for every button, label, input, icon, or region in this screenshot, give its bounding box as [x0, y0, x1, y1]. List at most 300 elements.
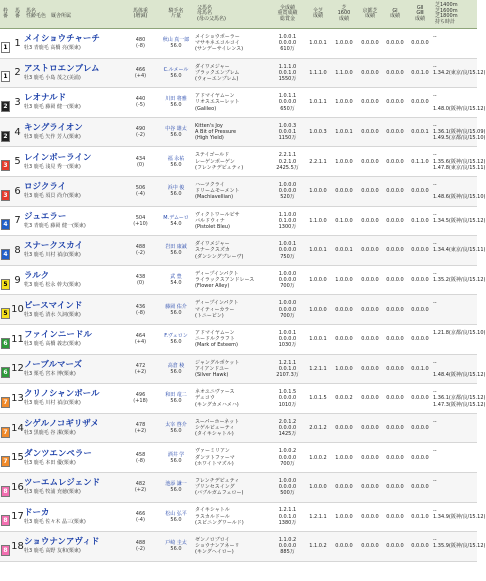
record-cell [270, 354, 305, 384]
jockey-name-link[interactable]: 高倉 稜 [167, 362, 185, 369]
course-record: 0.0.0.0 [357, 472, 383, 502]
pedigree-cell [195, 147, 270, 177]
best-times-cell [433, 88, 486, 118]
table-row[interactable] [0, 413, 477, 443]
pedigree-cell [195, 532, 270, 562]
waku-cell [0, 236, 11, 266]
horse-name-link[interactable]: ロジクライ [24, 182, 67, 193]
header-jockey[interactable]: 騎手名 斤量 [157, 0, 195, 29]
weight-diff: (+10) [133, 220, 148, 227]
time-1800 [433, 461, 477, 467]
jockey-name-link[interactable]: 藤岡 佑介 [165, 303, 187, 310]
pedigree-cell [195, 295, 270, 325]
carried-weight: 56.0 [170, 191, 182, 198]
horse-number: 18 [11, 532, 24, 562]
jockey-name-link[interactable]: 武 豊 [170, 274, 182, 281]
record-cell [270, 117, 305, 147]
g1-record: 0.0.0.0 [383, 236, 407, 266]
record-cell [270, 532, 305, 562]
dam-name: ドリームモーメント [195, 188, 240, 195]
g1-record: 0.0.0.0 [383, 532, 407, 562]
damsire-name: (ダンシングブレーヴ) [195, 253, 244, 260]
weight-cell [124, 532, 157, 562]
sire-name: ジャングルポケット [195, 359, 240, 366]
time-1800: 1.48.6(阪神/良/15.10) [433, 194, 486, 201]
table-row[interactable] [0, 502, 477, 532]
table-row[interactable] [0, 384, 477, 414]
header-weight[interactable]: 馬体重 (増減) [124, 0, 157, 29]
horse-name-link[interactable]: ショウナンアヴィド [24, 537, 100, 548]
pedigree-cell [195, 176, 270, 206]
waku-cell [0, 502, 11, 532]
time-1800: 1.47.8(東京/良/15.11) [433, 164, 486, 171]
waku-badge: 6 [1, 338, 10, 349]
jockey-name-link[interactable]: C.ルメール [163, 66, 189, 73]
jockey-cell [157, 354, 195, 384]
surface-record: 2.0.1.2 [305, 413, 331, 443]
overall-record: 1.1.1.0 [278, 63, 297, 70]
weight-diff: (+2) [134, 487, 147, 494]
g2g3-record: 0.1.0.0 [407, 206, 433, 236]
jockey-name-link[interactable]: 松山 弘平 [165, 510, 187, 517]
best-times-cell [433, 147, 486, 177]
horse-name-link[interactable]: スナークスカイ [24, 241, 83, 252]
graded-record: 0.0.0.0 [278, 454, 297, 461]
jockey-name-link[interactable]: 池添 謙一 [165, 481, 187, 488]
record-cell [270, 295, 305, 325]
time-1400: -- [433, 418, 437, 425]
table-row[interactable] [0, 117, 477, 147]
jockey-name-link[interactable]: 川田 将雅 [165, 96, 187, 103]
best-times-cell [433, 354, 486, 384]
horse-profile: 牡3 鹿毛 高野 友和(栗東) [24, 548, 81, 555]
table-row[interactable] [0, 236, 477, 266]
course-record: 0.0.0.0 [357, 29, 383, 59]
waku-cell [0, 88, 11, 118]
mile-record: 0.0.0.0 [331, 295, 357, 325]
time-1800: 1.49.5(京都/良/15.10) [433, 135, 486, 142]
carried-weight: 54.0 [170, 280, 182, 287]
horse-name-link[interactable]: ジュエラー [24, 211, 67, 222]
total-prize: 650万 [280, 105, 295, 112]
horse-cell [24, 443, 124, 473]
body-weight: 436 [135, 303, 146, 310]
horse-cell [24, 384, 124, 414]
damsire-name: (Mark of Esteem) [195, 342, 238, 349]
waku-cell [0, 147, 11, 177]
table-row[interactable] [0, 265, 477, 295]
body-weight: 490 [135, 126, 146, 133]
body-weight: 464 [135, 333, 146, 340]
time-1600: 1.36.1(阪神/良/15.09) [433, 128, 486, 135]
table-row[interactable] [0, 147, 477, 177]
damsire-name: (スピニングワールド) [195, 519, 244, 526]
mile-record: 1.0.0.0 [331, 354, 357, 384]
jockey-cell [157, 265, 195, 295]
graded-record: 0.0.1.0 [278, 513, 297, 520]
weight-diff: (-2) [136, 132, 145, 139]
graded-record: 0.0.0.0 [278, 188, 297, 195]
horse-profile: 牡3 鹿毛 矢作 芳人(栗東) [24, 134, 81, 141]
horse-name-link[interactable]: ダンツエンペラー [24, 448, 92, 459]
sire-name: ネオユニヴァース [195, 389, 235, 396]
g2g3-record: 0.0.0.0 [407, 324, 433, 354]
course-record: 0.0.0.0 [357, 502, 383, 532]
weight-diff: (-4) [136, 191, 145, 198]
best-times-cell [433, 472, 477, 502]
dam-name: アイアンドユー [195, 365, 230, 372]
body-weight: 488 [135, 244, 146, 251]
jockey-cell [157, 206, 195, 236]
best-times-cell [433, 265, 486, 295]
sire-name: ディープインパクト [195, 270, 239, 277]
jockey-name-link[interactable]: 福 永祐 [167, 155, 185, 162]
jockey-name-link[interactable]: 中谷 雄太 [165, 126, 187, 133]
course-record: 0.0.0.0 [357, 532, 383, 562]
total-prize: 500万 [280, 490, 295, 497]
course-record: 0.0.0.0 [357, 413, 383, 443]
surface-record: 1.0.1.5 [305, 384, 331, 414]
best-times-cell [433, 295, 477, 325]
horse-profile: 牡3 鹿毛 川村 禎彦(栗東) [24, 252, 81, 259]
jockey-cell [157, 58, 195, 88]
g2g3-record: 0.0.0.0 [407, 413, 433, 443]
mile-record: 0.0.0.2 [331, 384, 357, 414]
graded-record: 0.0.0.0 [278, 424, 297, 431]
waku-badge: 5 [1, 308, 10, 319]
waku-badge: 7 [1, 397, 10, 408]
horse-profile: 牡3 青鹿毛 高橋 亮(栗東) [24, 45, 81, 52]
table-row[interactable] [0, 324, 477, 354]
sire-name: ヴァーミリアン [195, 448, 230, 455]
jockey-cell [157, 502, 195, 532]
table-row[interactable] [0, 295, 477, 325]
weight-diff: (-8) [136, 309, 145, 316]
record-cell [270, 147, 305, 177]
waku-badge: 3 [1, 160, 10, 171]
mile-record: 1.0.0.1 [331, 117, 357, 147]
overall-record: 1.0.0.1 [278, 329, 297, 336]
course-record: 0.0.0.0 [357, 206, 383, 236]
horse-number: 17 [11, 502, 24, 532]
time-1800: 1.48.0(阪神/良/15.12) [433, 105, 486, 112]
sire-name: Kitten's Joy [195, 122, 223, 129]
pedigree-cell [195, 324, 270, 354]
time-1400: -- [433, 241, 437, 248]
pedigree-cell [195, 265, 270, 295]
dam-name: ニードルクラフト [195, 336, 235, 343]
waku-cell [0, 58, 11, 88]
jockey-name-link[interactable]: 岩田 康誠 [165, 244, 187, 251]
total-prize: 610万 [280, 46, 295, 53]
total-prize: 1030万 [278, 342, 297, 349]
horse-number: 4 [11, 117, 24, 147]
horse-profile: 牡3 黒鹿毛 谷 潔(栗東) [24, 430, 76, 437]
waku-cell [0, 117, 11, 147]
record-cell [270, 206, 305, 236]
table-row[interactable] [0, 443, 477, 473]
horse-cell [24, 117, 124, 147]
damsire-name: (High Yield) [195, 135, 224, 142]
waku-cell [0, 176, 11, 206]
waku-badge: 1 [1, 71, 10, 82]
weight-cell [124, 176, 157, 206]
best-times-cell [433, 384, 486, 414]
horse-name-link[interactable]: メイショウチャーチ [24, 34, 100, 45]
mile-record: 0.0.0.0 [331, 176, 357, 206]
pedigree-cell [195, 354, 270, 384]
g2g3-record: 0.0.0.0 [407, 384, 433, 414]
table-row[interactable] [0, 176, 477, 206]
horse-profile: 牡3 鹿毛 小島 茂之(美浦) [24, 74, 81, 81]
record-cell [270, 384, 305, 414]
g2g3-record: 0.0.1.0 [407, 502, 433, 532]
time-1800 [433, 313, 477, 319]
jockey-name-link[interactable]: 戸崎 圭太 [165, 540, 187, 547]
table-row[interactable] [0, 206, 477, 236]
horse-name-link[interactable]: キングライオン [24, 123, 83, 134]
time-1400: -- [433, 93, 437, 100]
waku-cell [0, 532, 11, 562]
jockey-name-link[interactable]: F.ヴェロン [164, 333, 188, 340]
horse-name-link[interactable]: ファインニードル [24, 330, 92, 341]
horse-name-link[interactable]: ツーエムレジェンド [24, 478, 101, 489]
sire-name: ゼンノロブロイ [195, 537, 230, 544]
weight-diff: (-8) [136, 457, 145, 464]
body-weight: 496 [135, 392, 146, 399]
weight-diff: (-2) [136, 250, 145, 257]
horse-cell [24, 58, 124, 88]
time-1600: 1.35.6(阪神/良/15.12) [433, 158, 486, 165]
waku-badge: 4 [1, 249, 10, 260]
horse-profile: 牝3 青鹿毛 藤岡 健一(栗東) [24, 222, 86, 229]
time-1400: -- [433, 507, 437, 514]
table-row[interactable] [0, 532, 477, 562]
header-record: 全成績 重賞成績 総賞金 [270, 0, 305, 29]
horse-name-link[interactable]: クリノシャンボール [24, 389, 100, 400]
damsire-name: (サンデーサイレンス) [195, 46, 244, 53]
sire-name: ダイワメジャー [195, 241, 230, 248]
record-cell [270, 29, 305, 59]
surface-record: 1.0.0.0 [305, 176, 331, 206]
dam-name: プリンセスイング [195, 484, 235, 491]
carried-weight: 56.0 [170, 161, 182, 168]
record-cell [270, 265, 305, 295]
overall-record: 1.0.1.5 [278, 389, 297, 396]
best-times-cell [433, 443, 477, 473]
pedigree-cell [195, 236, 270, 266]
table-row[interactable] [0, 354, 477, 384]
table-row[interactable] [0, 88, 477, 118]
waku-cell [0, 206, 11, 236]
horse-name-link[interactable]: アストロエンブレム [24, 63, 100, 74]
weight-cell [124, 324, 157, 354]
pedigree-cell [195, 443, 270, 473]
horse-name-link[interactable]: ドーカ [24, 507, 50, 518]
damsire-name: (Galileo) [195, 105, 217, 112]
header-horse[interactable]: 馬名 性齢毛色 厩舎所属 [24, 0, 124, 29]
horse-cell [24, 324, 124, 354]
g2g3-record: 0.0.1.0 [407, 58, 433, 88]
weight-diff: (+4) [134, 339, 147, 346]
dam-name: スナークスズカ [195, 247, 230, 254]
time-1400: -- [433, 152, 437, 159]
time-1800 [433, 224, 477, 230]
weight-cell [124, 443, 157, 473]
jockey-name-link[interactable]: 酒井 学 [167, 451, 185, 458]
jockey-name-link[interactable]: 秋山 真一郎 [162, 37, 190, 44]
weight-diff: (0) [136, 161, 145, 168]
horse-name-link[interactable]: レインボーライン [24, 152, 92, 163]
best-times-cell [433, 413, 477, 443]
waku-badge: 8 [1, 545, 10, 556]
weight-cell [124, 295, 157, 325]
course-record: 0.0.0.0 [357, 236, 383, 266]
jockey-cell [157, 29, 195, 59]
body-weight: 434 [135, 155, 146, 162]
horse-number: 1 [11, 29, 24, 59]
weight-cell [124, 354, 157, 384]
time-1800: 1.47.3(阪神/良/15.12) [433, 401, 486, 408]
time-1800 [433, 283, 477, 289]
header-waku: 枠 番 [0, 0, 11, 29]
surface-record: 1.0.0.0 [305, 472, 331, 502]
surface-record: 1.0.1.1 [305, 88, 331, 118]
jockey-name-link[interactable]: 浜中 俊 [167, 185, 185, 192]
time-1400: -- [433, 211, 437, 218]
body-weight: 506 [135, 185, 146, 192]
sire-name: アドマイヤムーン [195, 329, 235, 336]
sire-name: ヴィクトワールピサ [195, 211, 240, 218]
course-record: 0.0.0.0 [357, 443, 383, 473]
dam-name: マイティーカラー [195, 306, 235, 313]
overall-record: 1.0.0.1 [278, 33, 297, 40]
total-prize: 700万 [280, 283, 295, 290]
g2g3-record: 0.0.0.0 [407, 88, 433, 118]
time-1800 [433, 549, 477, 555]
horse-profile: 牡3 栗毛 宮本 博(栗東) [24, 370, 76, 377]
graded-record: 0.0.0.0 [278, 543, 297, 550]
overall-record: 1.0.0.1 [278, 241, 297, 248]
horse-name-link[interactable]: シゲルノコギリザメ [24, 419, 99, 430]
weight-diff: (+18) [133, 398, 148, 405]
weight-diff: (0) [136, 280, 145, 287]
mile-record: 1.0.0.0 [331, 502, 357, 532]
body-weight: 472 [135, 362, 146, 369]
header-course: 京都芝 成績 [357, 0, 383, 29]
horse-cell [24, 206, 124, 236]
surface-record: 1.2.1.1 [305, 502, 331, 532]
header-times: 芝1400m 芝1600m 芝1800m 持ち時計 [433, 0, 477, 29]
horse-cell [24, 88, 124, 118]
carried-weight: 54.0 [170, 220, 182, 227]
record-cell [270, 176, 305, 206]
damsire-name: (キングカメハメハ) [195, 401, 239, 408]
g1-record: 0.0.0.0 [383, 147, 407, 177]
total-prize: 700万 [280, 460, 295, 467]
waku-cell [0, 384, 11, 414]
record-cell [270, 324, 305, 354]
carried-weight: 56.0 [170, 546, 182, 553]
record-cell [270, 58, 305, 88]
mile-record: 0.1.0.0 [331, 206, 357, 236]
course-record: 0.0.0.0 [357, 324, 383, 354]
weight-diff: (+2) [134, 368, 147, 375]
horse-name-link[interactable]: ノーブルマーズ [24, 359, 83, 370]
overall-record: 2.0.1.2 [278, 418, 297, 425]
time-1600: 1.34.4(東京/良/15.11) [433, 247, 486, 254]
jockey-name-link[interactable]: 和田 竜二 [165, 392, 187, 399]
table-row[interactable] [0, 472, 477, 502]
best-times-cell [433, 58, 486, 88]
graded-record: 0.0.0.0 [278, 395, 297, 402]
waku-cell [0, 443, 11, 473]
overall-record: 1.2.1.1 [278, 359, 297, 366]
horse-cell [24, 29, 124, 59]
course-record: 0.0.0.0 [357, 117, 383, 147]
horse-cell [24, 176, 124, 206]
table-row[interactable] [0, 29, 477, 59]
horse-name-link[interactable]: レオナルド [24, 93, 67, 104]
course-record: 0.0.0.0 [357, 58, 383, 88]
horse-cell [24, 472, 124, 502]
waku-badge: 3 [1, 190, 10, 201]
horse-number: 8 [11, 236, 24, 266]
g1-record: 0.0.0.0 [383, 117, 407, 147]
best-times-cell [433, 176, 486, 206]
horse-name-link[interactable]: ラルク [24, 271, 50, 282]
time-1400: -- [433, 477, 437, 484]
total-prize: 750万 [280, 253, 295, 260]
overall-record: 1.0.0.0 [278, 181, 297, 188]
dam-name: レーゲンボーゲン [195, 158, 235, 165]
time-1400: -- [433, 63, 437, 70]
horse-number: 7 [11, 206, 24, 236]
best-times-cell [433, 236, 486, 266]
course-record: 0.0.0.0 [357, 265, 383, 295]
time-1800 [433, 76, 477, 82]
pedigree-cell [195, 502, 270, 532]
g2g3-record: 0.0.0.0 [407, 472, 433, 502]
jockey-cell [157, 532, 195, 562]
jockey-cell [157, 324, 195, 354]
jockey-name-link[interactable]: 太宰 啓介 [165, 422, 187, 429]
horse-cell [24, 354, 124, 384]
jockey-name-link[interactable]: M.デムーロ [163, 214, 189, 221]
time-1600: 1.35.2(阪神/良/15.12) [433, 276, 486, 283]
g2g3-record: 0.1.1.0 [407, 147, 433, 177]
best-times-cell [433, 117, 486, 147]
horse-name-link[interactable]: ピースマインド [24, 300, 83, 311]
weight-cell [124, 472, 157, 502]
time-1600: 1.34.5(阪神/良/15.12) [433, 217, 486, 224]
horse-cell [24, 265, 124, 295]
table-row[interactable] [0, 58, 477, 88]
graded-record: 0.0.0.0 [278, 306, 297, 313]
sire-name: メイショウボーラー [195, 33, 240, 40]
g1-record: 0.0.0.0 [383, 295, 407, 325]
carried-weight: 56.0 [170, 487, 182, 494]
horse-profile: 牡3 鹿毛 藤岡 健一(栗東) [24, 104, 81, 111]
surface-record: 1.0.0.2 [305, 443, 331, 473]
graded-record: 0.0.1.0 [278, 365, 297, 372]
horse-profile: 牡3 鹿毛 川村 禎彦(栗東) [24, 400, 81, 407]
weight-cell [124, 29, 157, 59]
surface-record: 1.1.0.2 [305, 532, 331, 562]
record-cell [270, 472, 305, 502]
table-body [0, 29, 486, 562]
total-prize: 520万 [280, 194, 295, 201]
